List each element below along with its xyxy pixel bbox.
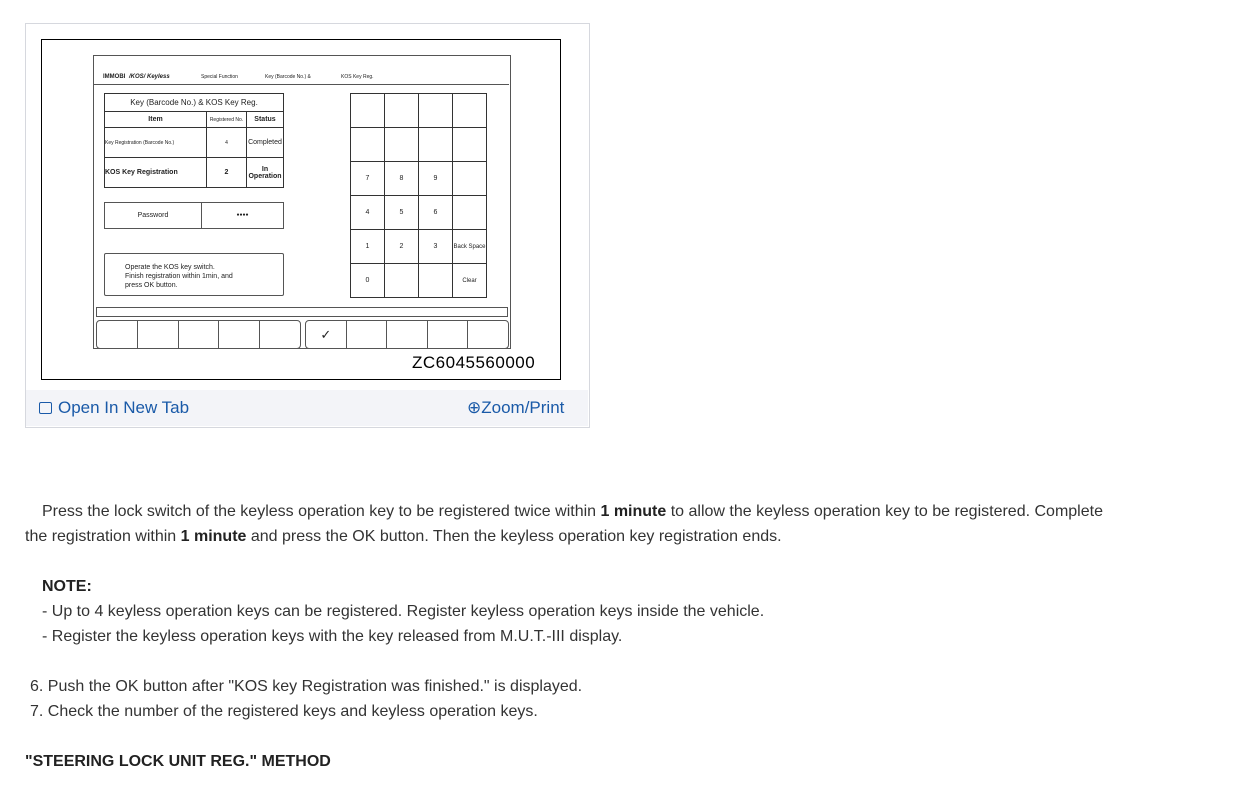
keypad-key[interactable]: 6 — [419, 196, 453, 230]
cell: 4 — [207, 128, 247, 158]
keypad-key[interactable] — [385, 264, 419, 298]
keypad-key[interactable] — [453, 196, 487, 230]
cell: 2 — [207, 158, 247, 188]
table-title: Key (Barcode No.) & KOS Key Reg. — [105, 94, 284, 112]
fn-button[interactable] — [260, 321, 300, 348]
fn-button[interactable] — [138, 321, 179, 348]
fn-button[interactable] — [219, 321, 260, 348]
keypad-key[interactable] — [419, 94, 453, 128]
header-item: Item — [105, 112, 207, 128]
keypad-key[interactable]: 8 — [385, 162, 419, 196]
keypad-key[interactable]: Back Space — [453, 230, 487, 264]
fn-button[interactable] — [387, 321, 428, 348]
keypad-key[interactable] — [453, 128, 487, 162]
password-label: Password — [104, 202, 202, 229]
keypad-key[interactable] — [385, 94, 419, 128]
cell: KOS Key Registration — [105, 158, 207, 188]
step-6: 6. Push the OK button after "KOS key Registration was finished." is displayed. — [30, 678, 583, 695]
cell: In Operation — [247, 158, 284, 188]
fn-button[interactable] — [347, 321, 388, 348]
open-new-tab-label: Open In New Tab — [58, 398, 190, 417]
screen-tabs — [93, 73, 509, 85]
keypad-key[interactable] — [419, 128, 453, 162]
fn-button[interactable] — [468, 321, 508, 348]
keypad-key[interactable] — [453, 162, 487, 196]
fn-button[interactable] — [97, 321, 138, 348]
registration-table — [104, 93, 284, 188]
keypad-key[interactable]: 1 — [351, 230, 385, 264]
keypad-key[interactable]: 3 — [419, 230, 453, 264]
note-item: - Up to 4 keyless operation keys can be registered. Register keyless operation keys inside the vehicle. — [42, 603, 765, 620]
keypad-key[interactable]: 7 — [351, 162, 385, 196]
cell: Completed — [247, 128, 284, 158]
note-item: - Register the keyless operation keys with the key released from M.U.T.-III display. — [42, 628, 623, 645]
keypad-key[interactable] — [385, 128, 419, 162]
tab-kos-key-reg: KOS Key Reg. — [341, 74, 374, 80]
text: Press the lock switch of the keyless operation key to be registered twice within — [42, 503, 601, 520]
zoom-print-label: Zoom/Print — [481, 398, 565, 417]
zoom-in-icon: ⊕ — [467, 398, 482, 417]
open-new-tab-link[interactable] — [39, 398, 189, 418]
note-heading: NOTE: — [42, 578, 92, 595]
instruction-message — [104, 253, 284, 296]
figure-code: ZC6045560000 — [412, 353, 536, 372]
text: to allow the keyless operation key to be registered. Complete — [666, 503, 1103, 520]
function-buttons-right — [305, 320, 509, 349]
fn-button[interactable] — [179, 321, 220, 348]
text: the registration within — [25, 528, 181, 545]
tab-kos: /KOS/ Keyless — [129, 74, 170, 80]
new-tab-icon — [39, 402, 52, 414]
keypad-key[interactable] — [419, 264, 453, 298]
keypad-key[interactable]: 0 — [351, 264, 385, 298]
fn-button[interactable] — [428, 321, 469, 348]
message-line: press OK button. — [125, 282, 178, 289]
table-row — [105, 128, 284, 158]
text: and press the OK button. Then the keyless operation key registration ends. — [246, 528, 782, 545]
section-heading: "STEERING LOCK UNIT REG." METHOD — [25, 753, 331, 770]
bold-text: 1 minute — [600, 503, 667, 520]
keypad-key[interactable]: 4 — [351, 196, 385, 230]
password-field: ●●●● — [201, 202, 284, 229]
keypad — [350, 93, 487, 298]
keypad-key[interactable] — [453, 94, 487, 128]
step-7: 7. Check the number of the registered keys and keyless operation keys. — [30, 703, 538, 720]
keypad-key[interactable] — [351, 94, 385, 128]
header-regno: Registered No. — [207, 112, 247, 128]
zoom-print-link[interactable] — [467, 398, 564, 418]
message-line: Operate the KOS key switch. — [125, 264, 215, 271]
table-row — [105, 158, 284, 188]
keypad-key[interactable]: 2 — [385, 230, 419, 264]
function-buttons-left — [96, 320, 301, 349]
paragraph — [25, 499, 1225, 549]
bold-text: 1 minute — [180, 528, 247, 545]
keypad-key[interactable]: 5 — [385, 196, 419, 230]
progress-bar — [96, 307, 508, 317]
message-line: Finish registration within 1min, and — [125, 273, 233, 280]
checkmark-icon: ✓ — [320, 327, 332, 342]
keypad-key[interactable] — [351, 128, 385, 162]
keypad-key[interactable]: Clear — [453, 264, 487, 298]
ok-button[interactable] — [306, 321, 347, 348]
header-status: Status — [247, 112, 284, 128]
tab-immobi: IMMOBI — [103, 74, 126, 80]
tab-special: Special Function — [201, 74, 238, 80]
cell: Key Registration (Barcode No.) — [105, 128, 207, 158]
keypad-key[interactable]: 9 — [419, 162, 453, 196]
tab-key-barcode: Key (Barcode No.) & — [265, 74, 311, 80]
